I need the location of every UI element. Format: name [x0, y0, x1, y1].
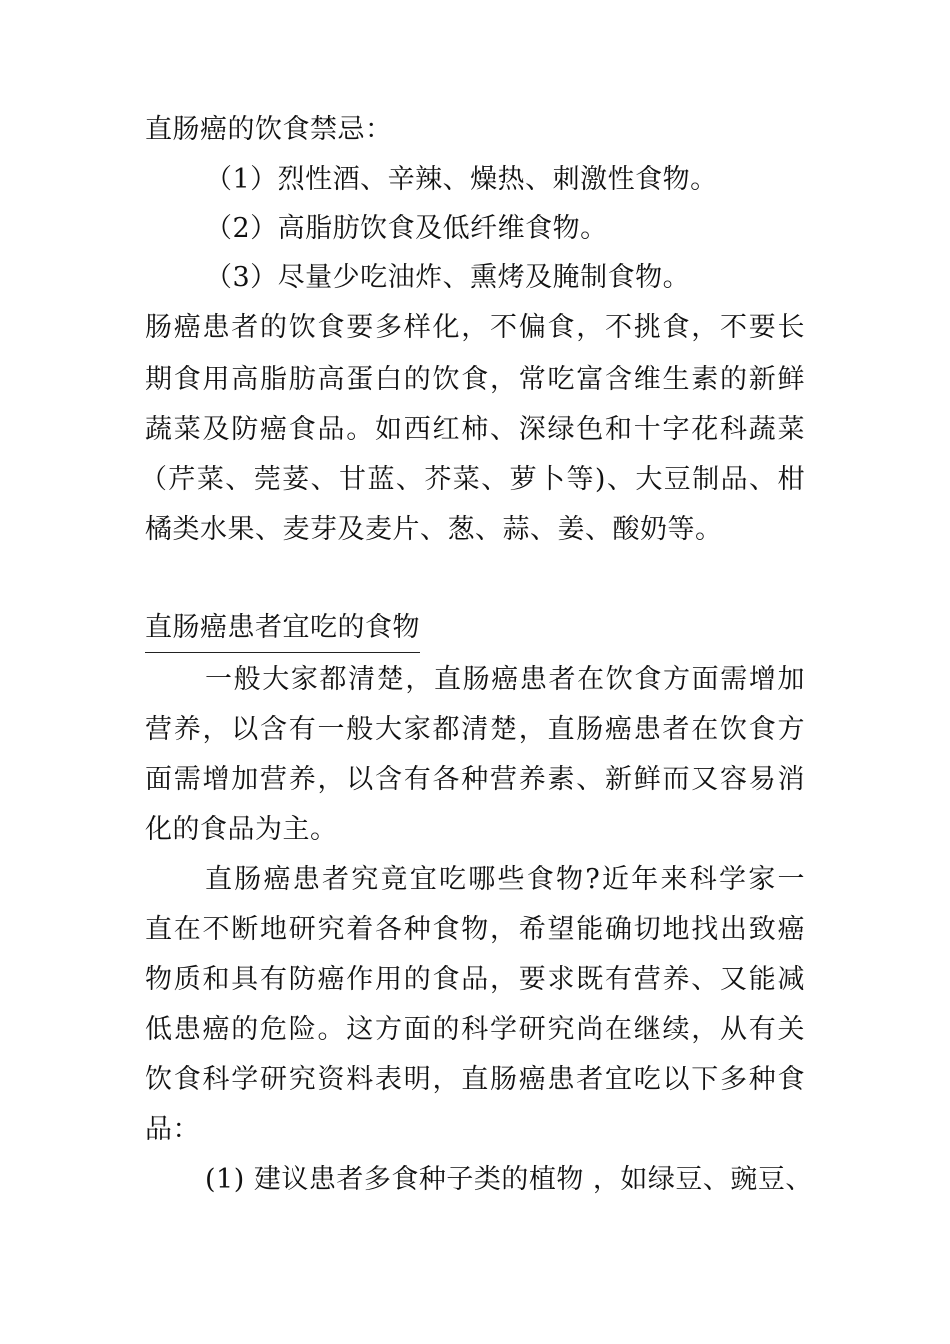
paragraph-line: 品： — [145, 1114, 200, 1145]
paragraph-line: 饮食科学研究资料表明，直肠癌患者宜吃以下多种食 — [145, 1064, 805, 1095]
paragraph-line: 肠癌患者的饮食要多样化，不偏食，不挑食，不要长 — [145, 312, 805, 343]
list-item: （3）尽量少吃油炸、熏烤及腌制食物。 — [205, 262, 691, 293]
paragraph-line: 一般大家都清楚，直肠癌患者在饮食方面需增加 — [205, 664, 805, 695]
heading-underline — [145, 652, 420, 653]
section-heading-taboos: 直肠癌的饮食禁忌： — [145, 114, 393, 145]
paragraph-line: 直在不断地研究着各种食物，希望能确切地找出致癌 — [145, 914, 805, 945]
paragraph-line: 化的食品为主。 — [145, 814, 338, 845]
list-item: （2）高脂肪饮食及低纤维食物。 — [205, 213, 608, 244]
paragraph-line: （芹菜、莞荽、甘蓝、芥菜、萝卜等)、大豆制品、柑 — [140, 464, 805, 495]
list-item: （1）烈性酒、辛辣、燥热、刺激性食物。 — [205, 164, 718, 195]
paragraph-line: 面需增加营养，以含有各种营养素、新鲜而又容易消 — [145, 764, 805, 795]
paragraph-line: 蔬菜及防癌食品。如西红柿、深绿色和十字花科蔬菜 — [145, 414, 805, 445]
section-heading-recommended: 直肠癌患者宜吃的食物 — [145, 612, 420, 643]
paragraph-line: 低患癌的危险。这方面的科学研究尚在继续，从有关 — [145, 1014, 805, 1045]
paragraph-line: 物质和具有防癌作用的食品，要求既有营养、又能减 — [145, 964, 805, 995]
paragraph-line: 期食用高脂肪高蛋白的饮食，常吃富含维生素的新鲜 — [145, 364, 805, 395]
paragraph-line: 橘类水果、麦芽及麦片、葱、蒜、姜、酸奶等。 — [145, 514, 723, 545]
list-item: (1) 建议患者多食种子类的植物 ，如绿豆、豌豆、 — [205, 1164, 813, 1195]
paragraph-line: 直肠癌患者究竟宜吃哪些食物?近年来科学家一 — [205, 864, 805, 895]
paragraph-line: 营养，以含有一般大家都清楚，直肠癌患者在饮食方 — [145, 714, 805, 745]
